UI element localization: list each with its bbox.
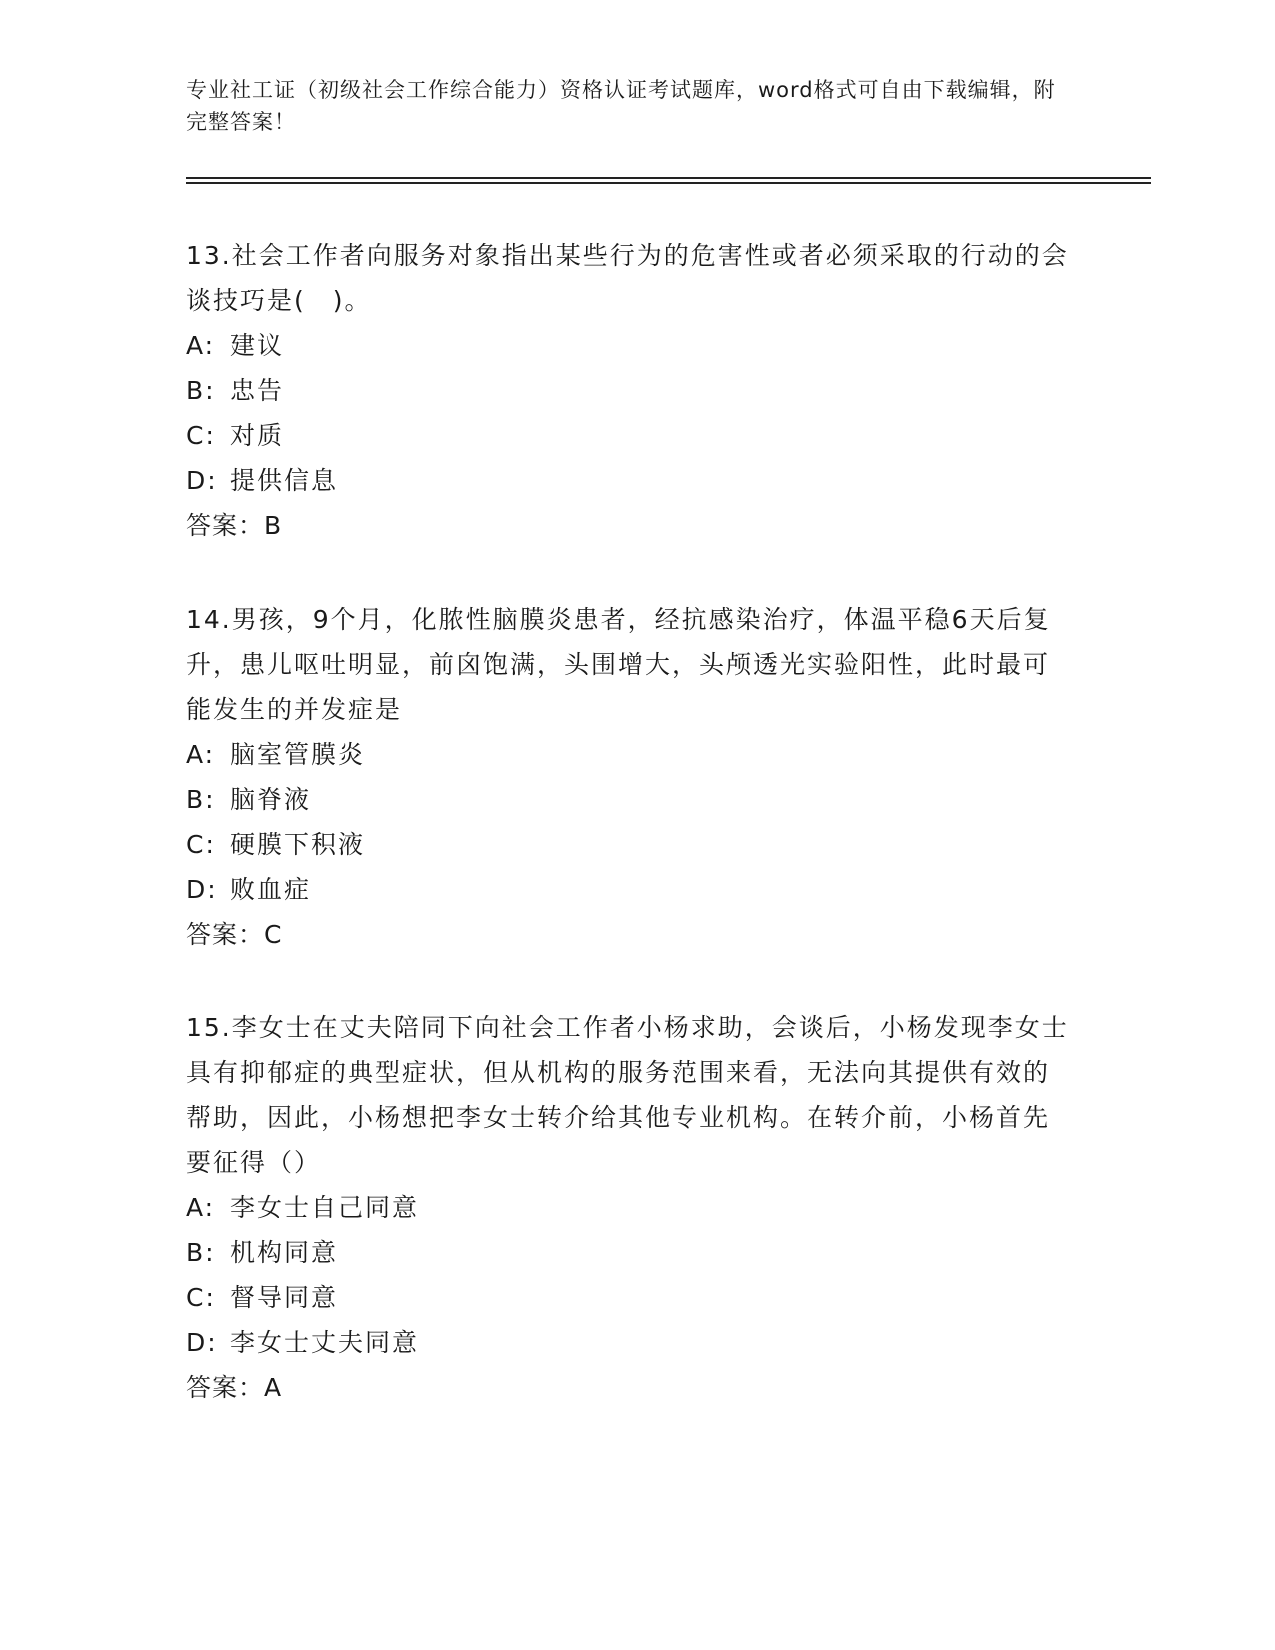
question-stem: 15.李女士在丈夫陪同下向社会工作者小杨求助，会谈后，小杨发现李女士具有抑郁症的典型症状，但从机构的服务范围来看，无法向其提供有效的帮助，因此，小杨想把李女士转介给其他专业机构。在转介前，小杨首先要征得（） xyxy=(186,1013,1069,1177)
option-text: 对质 xyxy=(230,421,285,450)
option-a xyxy=(186,323,1076,368)
question-15 xyxy=(186,1005,1076,1410)
option-text: 建议 xyxy=(230,331,285,360)
answer-line: 答案：A xyxy=(186,1373,283,1402)
option-key: B: xyxy=(186,785,216,814)
option-d xyxy=(186,1320,1076,1365)
option-key: D: xyxy=(186,1328,218,1357)
question-stem: 13.社会工作者向服务对象指出某些行为的危害性或者必须采取的行动的会谈技巧是( )。 xyxy=(186,241,1069,315)
option-b xyxy=(186,1230,1076,1275)
option-text: 脑脊液 xyxy=(230,785,312,814)
option-key: C: xyxy=(186,1283,216,1312)
option-b xyxy=(186,368,1076,413)
header-divider-bottom xyxy=(186,182,1151,184)
option-text: 忠告 xyxy=(230,376,285,405)
option-text: 提供信息 xyxy=(230,466,339,495)
answer-line: 答案：B xyxy=(186,511,283,540)
option-a xyxy=(186,1185,1076,1230)
option-a xyxy=(186,732,1076,777)
option-text: 李女士丈夫同意 xyxy=(230,1328,420,1357)
document-header xyxy=(186,74,1066,138)
option-text: 硬膜下积液 xyxy=(230,830,366,859)
option-text: 脑室管膜炎 xyxy=(230,740,366,769)
option-key: A: xyxy=(186,331,216,360)
option-key: C: xyxy=(186,421,216,450)
option-key: B: xyxy=(186,376,216,405)
option-text: 督导同意 xyxy=(230,1283,339,1312)
answer-line: 答案：C xyxy=(186,920,283,949)
option-d xyxy=(186,458,1076,503)
question-13 xyxy=(186,233,1076,548)
option-text: 机构同意 xyxy=(230,1238,339,1267)
option-key: A: xyxy=(186,740,216,769)
option-key: B: xyxy=(186,1238,216,1267)
option-key: C: xyxy=(186,830,216,859)
option-d xyxy=(186,867,1076,912)
question-stem: 14.男孩，9个月，化脓性脑膜炎患者，经抗感染治疗，体温平稳6天后复升，患儿呕吐明显，前囟饱满，头围增大，头颅透光实验阳性，此时最可能发生的并发症是 xyxy=(186,605,1051,724)
header-divider-top xyxy=(186,177,1151,179)
option-text: 败血症 xyxy=(230,875,312,904)
option-c xyxy=(186,413,1076,458)
option-b xyxy=(186,777,1076,822)
option-key: D: xyxy=(186,875,218,904)
option-text: 李女士自己同意 xyxy=(230,1193,420,1222)
question-14 xyxy=(186,597,1076,957)
option-key: D: xyxy=(186,466,218,495)
option-key: A: xyxy=(186,1193,216,1222)
option-c xyxy=(186,1275,1076,1320)
option-c xyxy=(186,822,1076,867)
header-intro-text: 专业社工证（初级社会工作综合能力）资格认证考试题库，word格式可自由下载编辑，附完整答案！ xyxy=(186,78,1056,134)
